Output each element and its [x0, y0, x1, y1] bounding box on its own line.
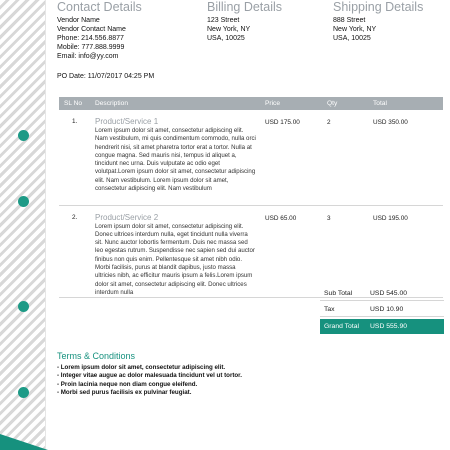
subtotal-label: Sub Total: [324, 290, 353, 297]
decorative-stripe-panel: [0, 0, 46, 450]
decorative-dot: [18, 387, 29, 398]
product-name: Product/Service 1: [95, 117, 159, 126]
decorative-dot: [18, 196, 29, 207]
contact-line: Vendor Name: [57, 17, 100, 24]
column-header-description: Description: [91, 97, 261, 110]
row-total: USD 350.00: [369, 110, 443, 205]
row-description: [91, 205, 261, 298]
row-qty: 3: [323, 205, 369, 298]
grand-total-row: [320, 319, 444, 334]
row-number: 1.: [59, 110, 91, 205]
row-number: 2.: [59, 205, 91, 298]
tax-value: USD 10.90: [370, 306, 404, 313]
terms-item: - Morbi sed purus facilisis ex pulvinar feugiat.: [57, 388, 192, 396]
contact-details: [57, 0, 197, 61]
contact-heading: Contact Details: [57, 0, 142, 14]
decorative-corner: [0, 434, 48, 450]
contact-line: Vendor Contact Name: [57, 26, 126, 33]
product-description: Lorem ipsum dolor sit amet, consectetur adipiscing elit. Nam vestibulum, mi quis condimentum commodo, nulla orci hendrerit nisi, sit amet pharetra tortor erat a tortor. Nulla at congue magna. Sed mauris nisi, tempus id aliquet a, tincidunt nec urna. Duis vulputate ac odio eget volutpat.Lorem ipsum dolor sit amet, consectetur adipiscing elit. Nam vestibulum. Lorem ipsum dolor sit amet, consectetur adipiscing elit. Nam vestibulum: [95, 127, 256, 193]
subtotal-value: USD 545.00: [370, 290, 408, 297]
column-header-price: Price: [261, 97, 323, 110]
terms-item: - Lorem ipsum dolor sit amet, consectetur adipiscing elit.: [57, 364, 226, 371]
shipping-line: New York, NY: [333, 26, 377, 33]
product-name: Product/Service 2: [95, 212, 159, 222]
terms-section: [57, 351, 357, 397]
tax-row: [320, 302, 444, 317]
grand-total-value: USD 555.90: [370, 323, 408, 330]
row-description: [91, 110, 261, 205]
terms-heading: Terms & Conditions: [57, 351, 136, 361]
line-items-table: [59, 97, 443, 298]
shipping-line: USA, 10025: [333, 35, 371, 42]
billing-line: New York, NY: [207, 26, 251, 33]
row-price: USD 65.00: [261, 205, 323, 298]
table-header-row: [59, 97, 443, 110]
product-description: Lorem ipsum dolor sit amet, consectetur adipiscing elit. Donec ultrices interdum nulla, eget tincidunt nulla viverra sit. Nunc auctor lobortis fermentum. Duis nec massa sed leo egestas rutrum. Suspendisse nec sapien sed dui auctor finibus non quis enim. Pellentesque sit amet nibh odio. Morbi facilisis, purus at blandit dapibus, justo massa ultricies nibh, ac efficitur mauris ipsum a felis.Lorem ipsum dolor sit amet, consectetur adipiscing elit. Donec ultrices interdum nulla: [95, 222, 255, 296]
column-header-qty: Qty: [323, 97, 369, 110]
decorative-dot: [18, 130, 29, 141]
subtotal-row: [320, 286, 444, 301]
table-row: [59, 205, 443, 298]
shipping-details: [333, 0, 443, 43]
tax-label: Tax: [324, 306, 335, 313]
contact-line: Mobile: 777.888.9999: [57, 44, 125, 51]
shipping-line: 888 Street: [333, 17, 366, 24]
billing-heading: Billing Details: [207, 0, 283, 14]
terms-item: - Proin lacinia neque non diam congue eleifend.: [57, 380, 198, 388]
billing-line: USA, 10025: [207, 35, 245, 42]
row-qty: 2: [323, 110, 369, 205]
contact-line: Phone: 214.556.8877: [57, 35, 124, 42]
row-total: USD 195.00: [369, 205, 443, 298]
grand-total-label: Grand Total: [324, 323, 360, 330]
decorative-dot: [18, 301, 29, 312]
po-date: PO Date: 11/07/2017 04:25 PM: [57, 73, 155, 80]
billing-details: [207, 0, 317, 43]
row-price: USD 175.00: [261, 110, 323, 205]
contact-line: Email: info@yy.com: [57, 53, 119, 60]
shipping-heading: Shipping Details: [333, 0, 424, 14]
terms-list: [57, 364, 357, 397]
column-header-sl-no: SL No: [59, 97, 91, 110]
terms-item: - Integer vitae augue ac dolor malesuada tincidunt vel ut tortor.: [57, 372, 242, 380]
billing-line: 123 Street: [207, 17, 240, 24]
invoice-page: [57, 0, 445, 450]
column-header-total: Total: [369, 97, 443, 110]
table-row: [59, 110, 443, 205]
address-header: [57, 0, 445, 70]
